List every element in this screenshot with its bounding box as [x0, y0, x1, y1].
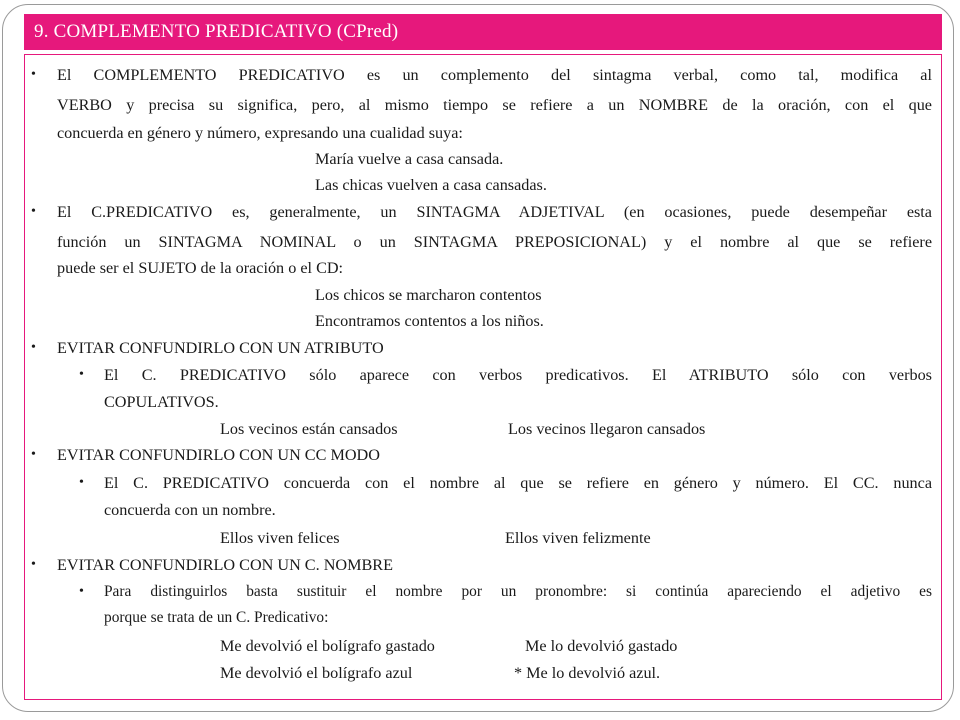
- slide-title: 9. COMPLEMENTO PREDICATIVO (CPred): [34, 21, 399, 42]
- p2-line2: función un SINTAGMA NOMINAL o un SINTAGMA PREPOSICIONAL) y el nombre al que se refiere: [57, 233, 932, 251]
- sub-bullet-icon: •: [79, 367, 84, 382]
- sub-bullet-icon: •: [79, 475, 84, 490]
- bullet-icon: •: [31, 447, 36, 462]
- p1-example-1: María vuelve a casa cansada.: [315, 150, 504, 168]
- bullet-icon: •: [31, 340, 36, 355]
- p5-heading: EVITAR CONFUNDIRLO CON UN C. NOMBRE: [57, 556, 393, 574]
- sub-bullet-icon: •: [79, 584, 84, 599]
- p1-line1: El COMPLEMENTO PREDICATIVO es un complemento del sintagma verbal, como tal, modifica al: [57, 66, 932, 84]
- p2-example-1: Los chicos se marcharon contentos: [315, 286, 542, 304]
- p5-example1-left: Me devolvió el bolígrafo gastado: [220, 637, 435, 655]
- bullet-icon: •: [31, 557, 36, 572]
- bullet-icon: •: [31, 204, 36, 219]
- p4-example-left: Ellos viven felices: [220, 529, 340, 547]
- p3-example-left: Los vecinos están cansados: [220, 420, 398, 438]
- p4-sub-line1: El C. PREDICATIVO concuerda con el nombre al que se refiere en género y número. El CC. nunca: [104, 474, 932, 492]
- p5-example1-right: Me lo devolvió gastado: [525, 637, 678, 655]
- p5-sub-line1: Para distinguirlos basta sustituir el nombre por un pronombre: si continúa apareciendo el adjetivo es: [104, 583, 932, 600]
- p4-heading: EVITAR CONFUNDIRLO CON UN CC MODO: [57, 446, 380, 464]
- p3-example-right: Los vecinos llegaron cansados: [508, 420, 706, 438]
- p2-example-2: Encontramos contentos a los niños.: [315, 312, 544, 330]
- p1-line2: VERBO y precisa su significa, pero, al mismo tiempo se refiere a un NOMBRE de la oración, con el que: [57, 96, 932, 114]
- p5-example2-left: Me devolvió el bolígrafo azul: [220, 664, 413, 682]
- p2-line1: El C.PREDICATIVO es, generalmente, un SINTAGMA ADJETIVAL (en ocasiones, puede desempeñar esta: [57, 203, 932, 221]
- p3-sub-line1: El C. PREDICATIVO sólo aparece con verbos predicativos. El ATRIBUTO sólo con verbos: [104, 366, 932, 384]
- title-bar: [24, 14, 942, 50]
- bullet-icon: •: [31, 67, 36, 82]
- p5-example2-right: * Me lo devolvió azul.: [514, 664, 661, 682]
- p5-sub-line2: porque se trata de un C. Predicativo:: [104, 609, 329, 626]
- p1-line3: concuerda en género y número, expresando una cualidad suya:: [57, 124, 463, 142]
- p3-sub-line2: COPULATIVOS.: [104, 393, 219, 411]
- p1-example-2: Las chicas vuelven a casa cansadas.: [315, 176, 547, 194]
- p4-example-right: Ellos viven felizmente: [505, 529, 651, 547]
- p4-sub-line2: concuerda con un nombre.: [104, 501, 276, 519]
- p3-heading: EVITAR CONFUNDIRLO CON UN ATRIBUTO: [57, 339, 384, 357]
- p2-line3: puede ser el SUJETO de la oración o el CD:: [57, 259, 344, 277]
